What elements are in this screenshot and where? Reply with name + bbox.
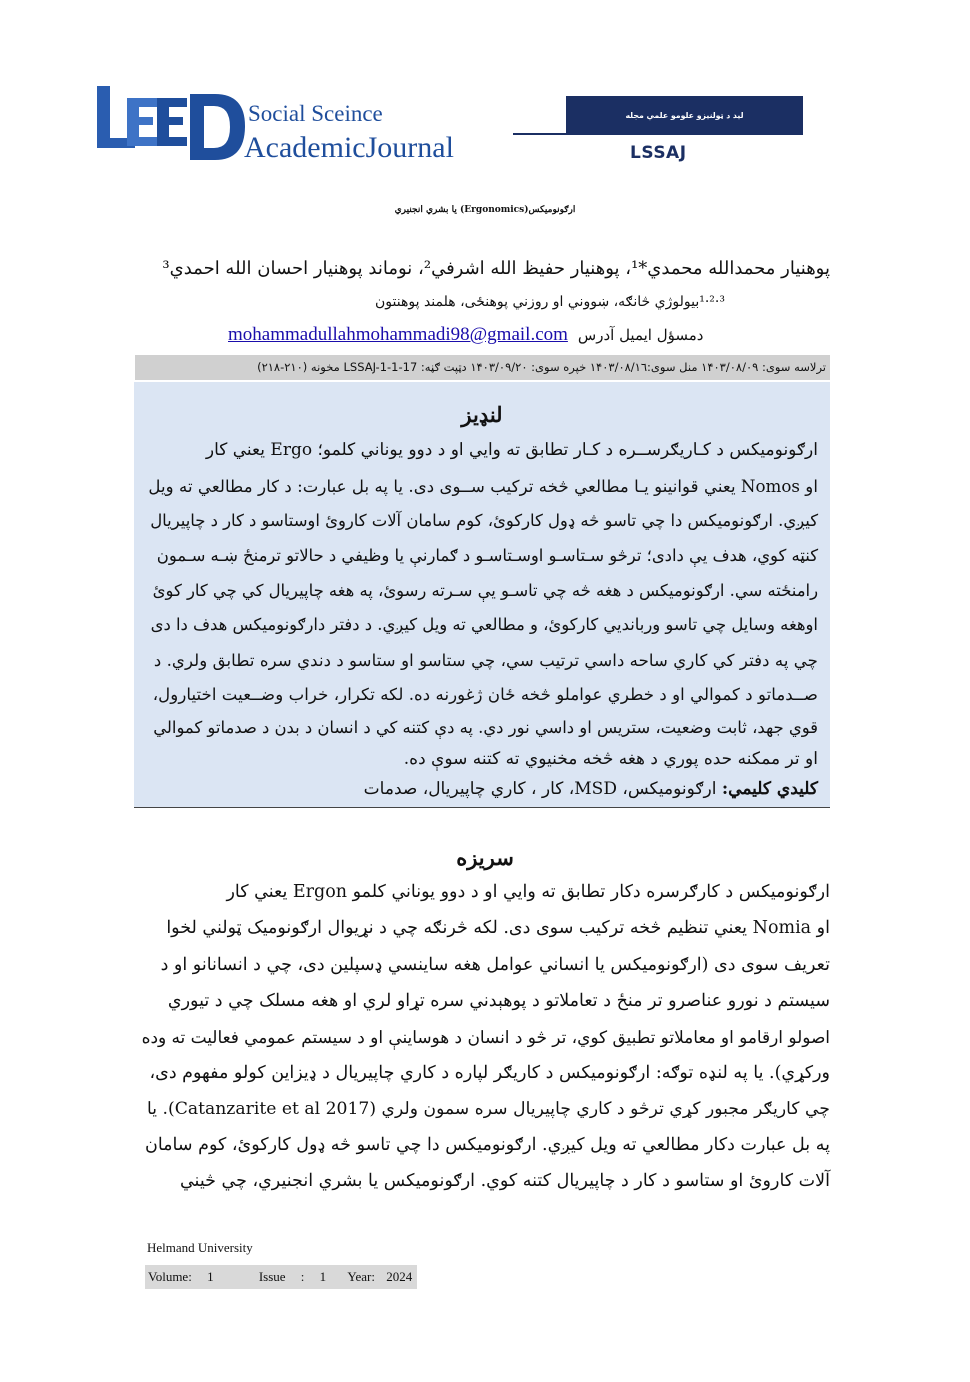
intro-line: آلات کاروئ او ستاسو د کار د چاپیریال کتنه کوي. ارګونومیکس یا بشري انجنیري، چي څیني [179,1171,830,1191]
abstract-line: چي په دفتر کي کاري ساحه داسي ترتیب سي، چي ستاسو او ستاسو د دندي سره تطابق ولري. د [153,650,818,670]
article-dates-bar: ترلاسه سوی: ۱۴۰۳/۰۸/۰۹ منل سوی:۱۴۰۳/۰۸/۱٦ خپره سوی: ۱۴۰۳/۰۹/۲۰ دټپت ګڼه: LSSAJ-1-1-17 مخونه (۲۱۰-۲۱۸) [135,355,830,380]
volume-value: 1 [207,1269,214,1284]
abstract-line: صــدماتو د کموالي او د خطري عواملو څخه ځان ژغورنه ده. لکه تکرار، خراب وضــعیت اختیارول، [152,684,818,704]
journal-badge: لید د ټولنیزو علومو علمي مجله [566,96,803,134]
abstract-line: کنټه کوي، هدف یې دادی؛ ترڅو سـتاسـو اوسـتاسـو د ګمارنې یا وظیفي د حالاتو ترمنځ ښـه سـمون [156,546,818,565]
abstract-title: لنډیز [461,402,503,427]
introduction-title: سریزه [456,845,514,870]
abstract-line: او Nomos یعني قوانینو یـا مطالعي څخه ترکیب ســوی دی. یا په بل عبارت: د کار مطالعي ته ویل [148,476,818,496]
author-email-link[interactable]: mohammadullahmohammadi98@gmail.com [228,324,568,345]
issue-separator: : [300,1269,305,1284]
keywords-line [364,779,818,799]
abstract-line: او تر ممکنه حده پوري د هغه څخه مخنیوي ته کتنه سوې ده. [403,749,818,769]
issue-value: 1 [319,1269,327,1284]
year-value: 2024 [386,1269,413,1284]
intro-line: تعریف سوی دی (ارګونومیکس یا انساني عوامل هغه ساینسي ډسپلین دی، چي د انسانانو او د [160,955,830,975]
intro-line: او Nomia یعني تنظیم څخه ترکیب سوی دی. لکه څرنګه چي د نړیوال ارګونومیک ټولني لخوا [166,918,830,938]
intro-line: په بل عبارت دکار مطالعي ته ویل کیږي. ارګونومیکس دا چي تاسو څه ډول کارکوئ، کوم سامان [145,1135,830,1155]
affiliation-line: ³·²·¹بیولوژي څانګه، ښووني او روزني پوهنځی، هلمند پوهنتون [375,294,725,310]
email-label: دمسؤل ایمیل آدرس [577,326,704,344]
badge-underline [513,133,803,135]
keywords-label: کلیدي کلیمي: [721,779,818,799]
abstract-line: رامنځته سي. ارګونومیکس د هغه څه چي تاسـو یې سـرته رسوئ، په هغه چاپیریال کي چي کار کوئ [152,581,818,600]
intro-line: ارګونومیکس د کارګرسره دکار تطابق ته وایي او د دوو یوناني کلمو Ergon یعني کار [226,882,830,902]
abstract-line: ارګونومیکس د کـاریګرســره د کـار تطابق ته وایي او د دوو یوناني کلمو؛ Ergo یعني کار [205,440,818,460]
volume-label: Volume: [148,1269,192,1284]
abstract-line: قوي جهد، ثابت وضعیت، ستریس او داسي نور دي. په دې کتنه کي د انسان د بدن د صدماتو کموالي [153,718,818,737]
paper-title: ارګونومیکس(Ergonomics) یا بشري انجنیري [394,205,576,215]
abstract-line: کیږي. ارګونومیکس دا چي تاسو څه ډول کارکوئ، کوم سامان آلات کاروئ اوستاسو د کار د چاپیریال [150,511,818,530]
issue-label: Issue [258,1269,286,1284]
abstract-line: اوهغه وسایل چي تاسو وربانديي کارکوئ، و مطالعي ته ویل کیږي. د دفتر دارګونومیکس هدف دا دی [150,615,818,634]
journal-logo [97,86,247,162]
journal-name-line2: AcademicJournal [244,131,454,164]
journal-abbreviation: LSSAJ [630,143,687,163]
authors-line: پوهنیار محمدالله محمدي*¹، پوهنیار حفیظ الله اشرفي²، نوماند پوهنیار احسان الله احمدي³ [162,258,830,279]
intro-line: اصولو ارقامو او معاملاتو تطبیق کوي، تر څو د انسان د هوساینې او د سیستم عمومي فعالیت ته وده [141,1027,830,1047]
footer-volume-bar [145,1265,417,1289]
footer-university: Helmand University [147,1240,253,1255]
journal-name-line1: Social Sceince [248,101,383,126]
keywords-list: ارګونومیکس، MSD، کار ، کاري چاپیریال، صدمات [363,779,722,799]
email-row [228,324,728,346]
year-label: Year: [347,1269,375,1284]
abstract-box [134,382,830,808]
intro-line: سیستم د نورو عناصرو تر منځ د تعاملاتو د پوهېدني سره تړاو لري او هغه مسلک چي د تیوري [167,991,830,1011]
intro-line: ورکړي). یا په لنډه توګه: ارګونومیکس د کاریګر لپاره د کاري چاپیریال د ډیزاین کولو مفهوم دی، [149,1063,830,1083]
intro-line: چي کاریګر مجبور کړي ترڅو د کاري چاپیریال سره سمون ولري (Catanzarite et al 2017). یا [147,1099,830,1119]
